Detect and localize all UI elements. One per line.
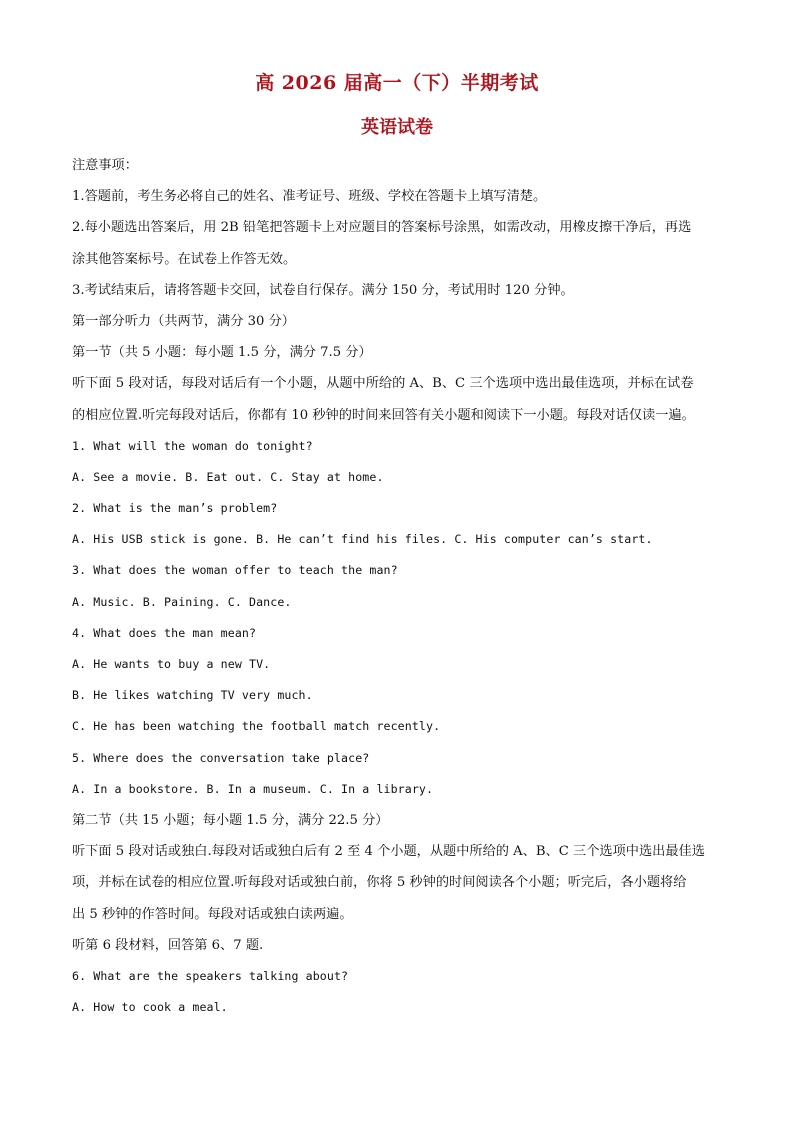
question-line: 5. Where does the conversation take place? [72,750,370,765]
exam-title: 高 2026 届高一（下）半期考试 [255,72,539,94]
options-line: A. See a movie. B. Eat out. C. Stay at home. [72,469,384,484]
text-line: 出 5 秒钟的作答时间。每段对话或独白读两遍。 [72,906,353,922]
section-heading: 第一节（共 5 小题：每小题 1.5 分，满分 7.5 分） [72,345,372,361]
text-line: 3.考试结束后，请将答题卡交回，试卷自行保存。满分 150 分，考试用时 120 分钟。 [72,282,574,298]
section-heading: 第一部分听力（共两节，满分 30 分） [72,313,295,329]
options-line: A. He wants to buy a new TV. [72,657,271,671]
question-line: 1. What will the woman do tonight? [72,438,313,453]
options-line: A. How to cook a meal. [72,1000,228,1015]
question-line: 4. What does the man mean? [72,625,257,640]
options-line: A. In a bookstore. B. In a museum. C. In a library. [72,781,434,796]
text-line: 听下面 5 段对话，每段对话后有一个小题，从题中所给的 A、B、C 三个选项中选出最佳选项，并标在试卷 [72,376,694,392]
exam-content [72,150,724,1023]
options-line: B. He likes watching TV very much. [72,688,313,703]
options-line: C. He has been watching the football match recently. [72,719,441,734]
text-line: 项，并标在试卷的相应位置.听每段对话或独白前，你将 5 秒钟的时间阅读各个小题；听完后，各小题将给 [72,875,687,891]
text-line: 1.答题前，考生务必将自己的姓名、准考证号、班级、学校在答题卡上填写清楚。 [72,189,547,205]
text-line: 注意事项： [72,158,138,173]
options-line: A. His USB stick is gone. B. He can’t find his files. C. His computer can’s start. [72,532,653,547]
question-line: 2. What is the man’s problem? [72,501,278,516]
options-line: A. Music. B. Paining. C. Dance. [72,594,292,609]
text-line: 涂其他答案标号。在试卷上作答无效。 [72,251,297,267]
text-line: 2.每小题选出答案后，用 2B 铅笔把答题卡上对应题目的答案标号涂黑，如需改动，用橡皮擦干净后，再选 [72,220,692,236]
text-line: 听下面 5 段对话或独白.每段对话或独白后有 2 至 4 个小题，从题中所给的 A、B、C 三个选项中选出最佳选 [72,844,705,860]
exam-subtitle: 英语试卷 [361,117,433,138]
section-heading: 第二节（共 15 小题；每小题 1.5 分，满分 22.5 分） [72,812,389,828]
text-line: 的相应位置.听完每段对话后，你都有 10 秒钟的时间来回答有关小题和阅读下一小题。每段对话仅读一遍。 [72,407,695,423]
question-line: 6. What are the speakers talking about? [72,968,349,983]
text-line: 听第 6 段材料，回答第 6、7 题. [72,937,264,953]
question-line: 3. What does the woman offer to teach the man? [72,563,398,578]
